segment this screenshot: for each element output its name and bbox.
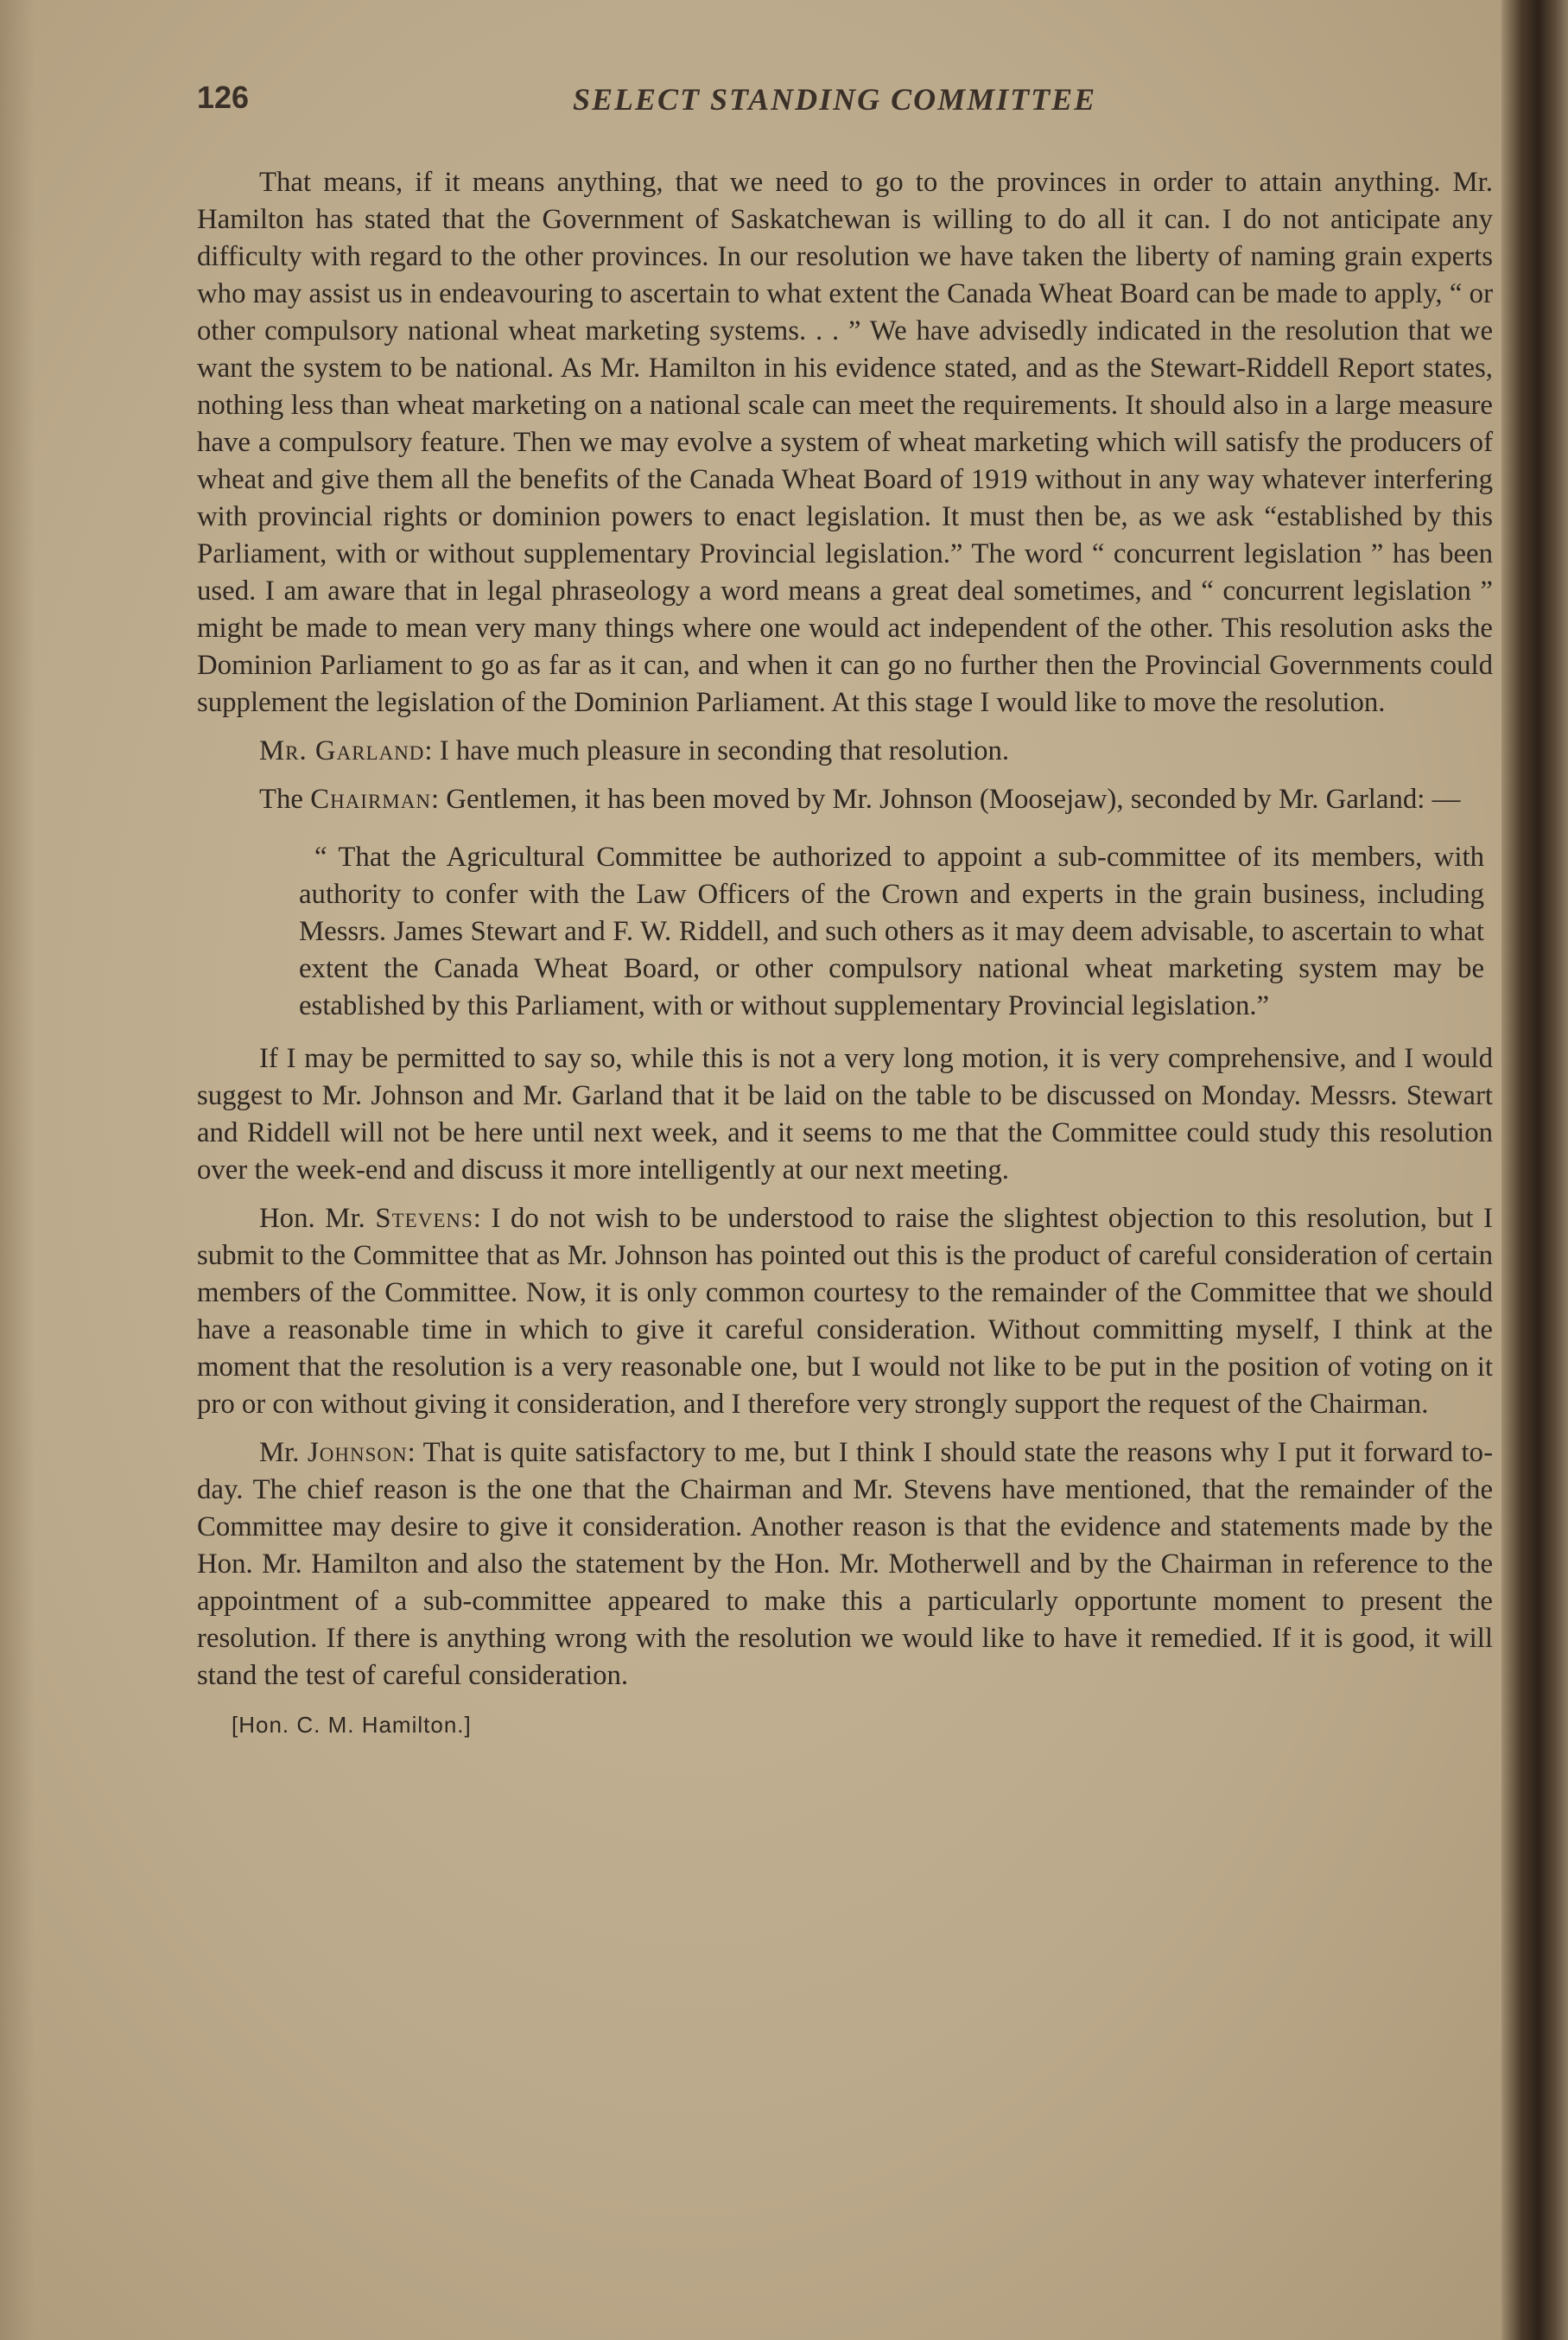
- speaker-prefix: Hon. Mr.: [259, 1203, 376, 1234]
- paragraph-chairman-motion: [197, 781, 1493, 818]
- stevens-statement: : I do not wish to be understood to raise the slightest objection to this resolution, but I submit to the Committee that as Mr. Johnson has pointed out this is the product of careful consideration of certain members of the Committee. Now, it is only common courtesy to the remainder of the Committee that we should have a reasonable time in which to give it careful consideration. Without committing myself, I think at the moment that the resolution is a very reasonable one, but I would not like to be put in the position of voting on it pro or con without giving it consideration, and I therefore very strongly support the request of the Chairman.: [197, 1203, 1493, 1420]
- speaker-garland: Mr. Garland: [259, 735, 425, 766]
- page-left-shading: [0, 0, 35, 2340]
- paragraph-johnson: [197, 1434, 1493, 1695]
- paragraph-chairman-suggestion: If I may be permitted to say so, while this is not a very long motion, it is very comprehensive, and I would suggest to Mr. Johnson and Mr. Garland that it be laid on the table to be discussed on Monday. Messrs. Stewart and Riddell will not be here until next week, and it seems to me that the Committee could study this resolution over the week-end and discuss it more intelligently at our next meeting.: [197, 1043, 1493, 1186]
- resolution-text: “ That the Agricultural Committee be authorized to appoint a sub-committee of its members, with authority to confer with the Law Officers of the Crown and experts in the grain business, including Messrs. James Stewart and F. W. Riddell, and such others as it may deem advisable, to ascertain to what extent the Canada Wheat Board, or other compulsory national wheat marketing system may be established by this Parliament, with or without supplementary Provincial legislation.”: [299, 842, 1484, 1021]
- speaker-prefix: The: [259, 784, 311, 815]
- paragraph-garland: [197, 733, 1493, 770]
- speaker-prefix: Mr.: [259, 1437, 308, 1468]
- garland-statement: : I have much pleasure in seconding that resolution.: [424, 735, 1010, 766]
- speaker-chairman: Chairman: [310, 784, 431, 815]
- speaker-stevens: Stevens: [375, 1203, 473, 1234]
- footer-reference: [Hon. C. M. Hamilton.]: [232, 1712, 472, 1738]
- resolution-quote: [299, 839, 1484, 1025]
- speaker-johnson: Johnson: [308, 1437, 408, 1468]
- paragraph-johnson-continued: That means, if it means anything, that we need to go to the provinces in order to attain anything. Mr. Hamilton has stated that the Government of Saskatchewan is willing to do all it can. I do not anticipate any difficulty with regard to the other provinces. In our resolution we have taken the liberty of naming grain experts who may assist us in endeavouring to ascertain to what extent the Canada Wheat Board can be made to apply, “ or other compulsory national wheat marketing systems. . . ” We have advisedly indicated in the resolution that we want the system to be national. As Mr. Hamilton in his evidence stated, and as the Stewart-Riddell Report states, nothing less than wheat marketing on a national scale can meet the requirements. It should also in a large measure have a compulsory feature. Then we may evolve a system of wheat marketing which will satisfy the producers of wheat and give them all the benefits of the Canada Wheat Board of 1919 without in any way whatever interfering with provincial rights or dominion powers to enact legislation. It must then be, as we ask “established by this Parliament, with or without supplementary Provincial legislation.” The word “ concurrent legislation ” has been used. I am aware that in legal phraseology a word means a great deal sometimes, and “ concurrent legislation ” might be made to mean very many things where one would act independent of the other. This resolution asks the Dominion Parliament to go as far as it can, and when it can go no further then the Provincial Governments could supplement the legislation of the Dominion Parliament. At this stage I would like to move the resolution.: [197, 167, 1493, 718]
- page-header: [197, 79, 1484, 131]
- page-body: [197, 164, 1493, 1744]
- paragraph-stevens: [197, 1200, 1493, 1423]
- book-spine-shadow: [1501, 0, 1568, 2340]
- johnson-statement: : That is quite satisfactory to me, but I think I should state the reasons why I put it forward to-day. The chief reason is the one that the Chairman and Mr. Stevens have mentioned, that the remainder of the Committee may desire to give it consideration. Another reason is that the evidence and statements made by the Hon. Mr. Hamilton and also the statement by the Hon. Mr. Motherwell and by the Chairman in reference to the appointment of a sub-committee appeared to make this a particularly opportunte moment to present the resolution. If there is anything wrong with the resolution we would like to have it remedied. If it is good, it will stand the test of careful consideration.: [197, 1437, 1493, 1691]
- chairman-statement: : Gentlemen, it has been moved by Mr. Johnson (Moosejaw), seconded by Mr. Garland: —: [430, 784, 1461, 815]
- running-head: SELECT STANDING COMMITTEE: [573, 82, 1097, 117]
- page-number: 126: [197, 79, 250, 115]
